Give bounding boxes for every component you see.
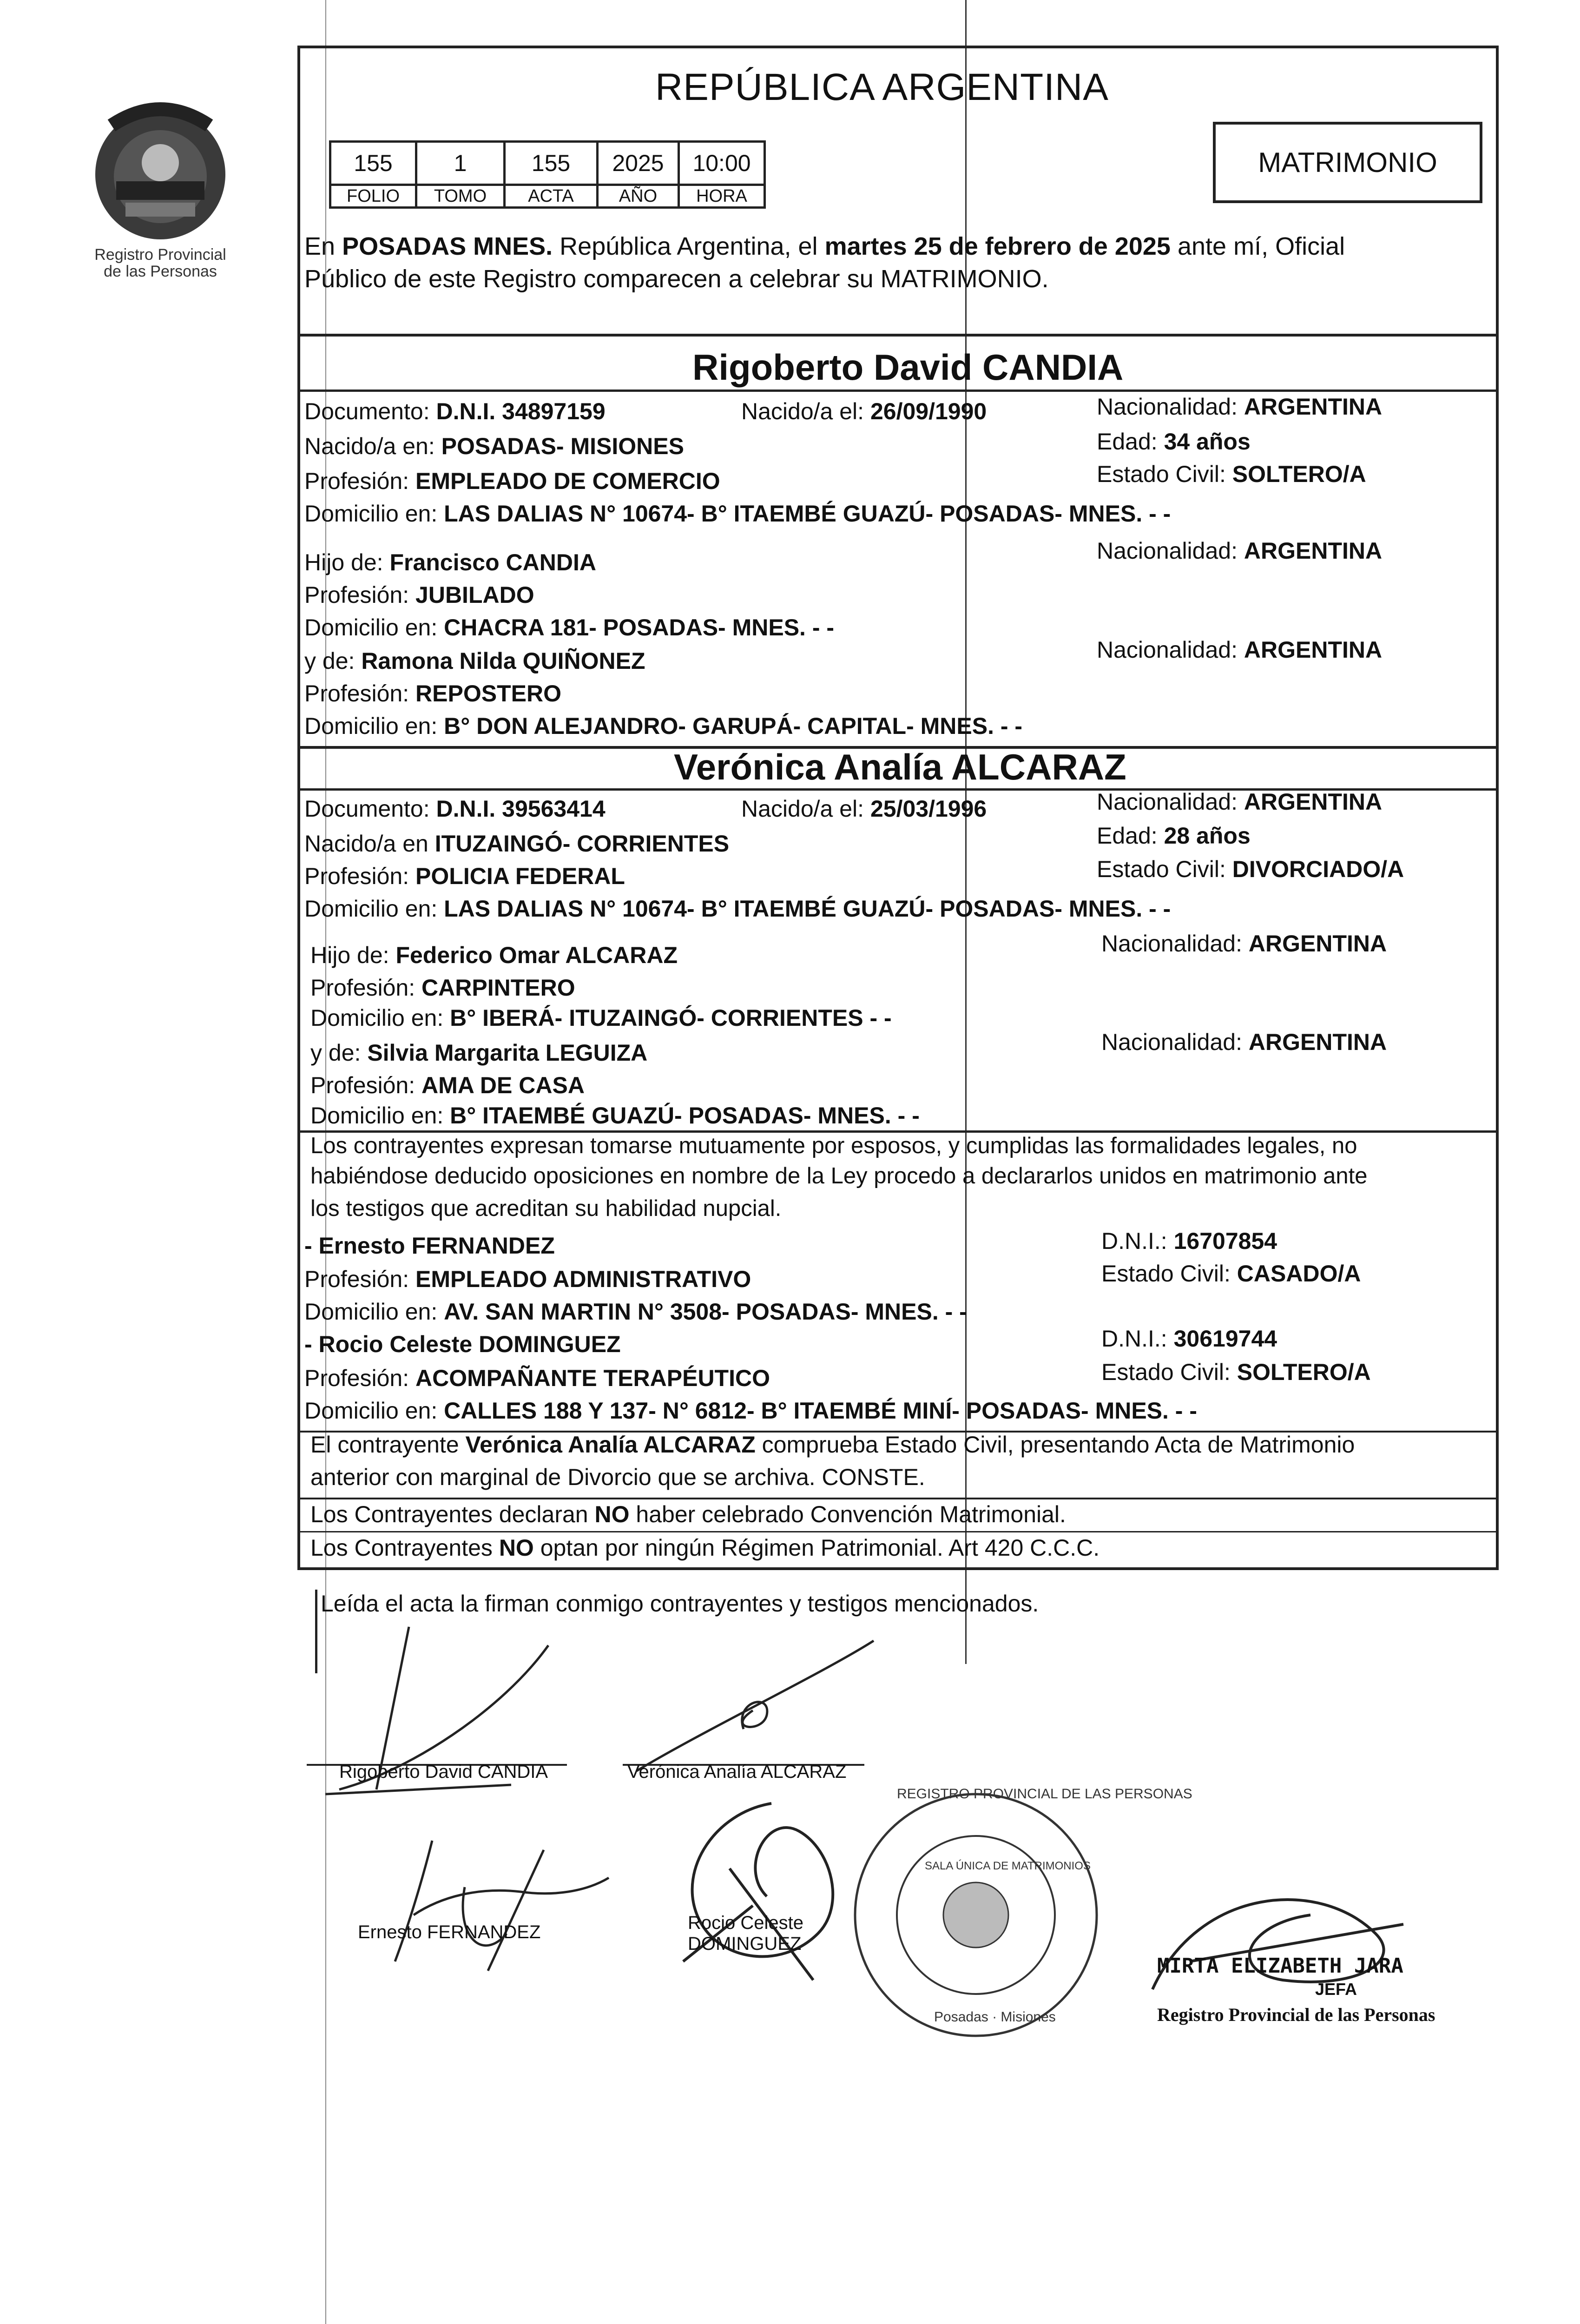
stamp-inner-text: SALA ÚNICA DE MATRIMONIOS <box>925 1860 1091 1872</box>
witness2-profession: Profesión: ACOMPAÑANTE TERAPÉUTICO <box>304 1365 770 1391</box>
groom-father-address: Domicilio en: CHACRA 181- POSADAS- MNES. - - <box>304 614 835 640</box>
groom-name: Rigoberto David CANDIA <box>692 347 1124 388</box>
witness2-signature <box>660 1794 855 1989</box>
bride-mother: y de: Silvia Margarita LEGUIZA <box>310 1040 648 1066</box>
bride-mother-nationality: Nacionalidad: ARGENTINA <box>1101 1029 1387 1055</box>
divider <box>297 1498 1499 1499</box>
groom-document: Documento: D.N.I. 34897159 <box>304 398 606 424</box>
groom-signature-label: Rigoberto David CANDIA <box>339 1762 548 1782</box>
bride-birthdate: Nacido/a el: 25/03/1996 <box>741 796 987 822</box>
bride-father-address: Domicilio en: B° IBERÁ- ITUZAINGÓ- CORRIENTES - - <box>310 1005 892 1031</box>
bride-age: Edad: 28 años <box>1097 823 1251 849</box>
official-title: JEFA <box>1315 1980 1357 1999</box>
stamp-bottom-text: Posadas · Misiones <box>934 2009 1056 2025</box>
divorce-note-line-1: El contrayente Verónica Analía ALCARAZ comprueba Estado Civil, presentando Acta de Matrimonio <box>310 1432 1355 1458</box>
official-name: MIRTA ELIZABETH JARA <box>1157 1954 1403 1978</box>
official-signature <box>1143 1868 1422 2008</box>
regime-note: Los Contrayentes NO optan por ningún Régimen Patrimonial. Art 420 C.C.C. <box>310 1535 1100 1561</box>
stamp-outer-text: REGISTRO PROVINCIAL DE LAS PERSONAS <box>897 1786 1192 1802</box>
bride-document: Documento: D.N.I. 39563414 <box>304 796 606 822</box>
witness1-signature <box>367 1822 609 1980</box>
bride-signature <box>613 1636 874 1776</box>
groom-age: Edad: 34 años <box>1097 429 1251 455</box>
witness2-civil-status: Estado Civil: SOLTERO/A <box>1101 1359 1371 1385</box>
year-value: 2025 <box>598 142 679 185</box>
groom-civil-status: Estado Civil: SOLTERO/A <box>1097 461 1366 487</box>
divider <box>297 334 1499 337</box>
groom-mother-profession: Profesión: REPOSTERO <box>304 680 561 706</box>
hour-label: HORA <box>679 185 765 208</box>
groom-father-nationality: Nacionalidad: ARGENTINA <box>1097 538 1382 564</box>
bride-profession: Profesión: POLICIA FEDERAL <box>304 863 625 889</box>
groom-birthplace: Nacido/a en: POSADAS- MISIONES <box>304 433 684 459</box>
bride-signature-label: Verónica Analía ALCARAZ <box>627 1762 847 1782</box>
coat-of-arms-icon <box>84 93 237 242</box>
divider <box>297 390 1499 392</box>
divorce-note-line-2: anterior con marginal de Divorcio que se archiva. CONSTE. <box>310 1464 925 1490</box>
bride-nationality: Nacionalidad: ARGENTINA <box>1097 789 1382 815</box>
witness1-address: Domicilio en: AV. SAN MARTIN N° 3508- POSADAS- MNES. - - <box>304 1299 967 1325</box>
divider <box>297 1531 1499 1532</box>
declaration-line-1: Los contrayentes expresan tomarse mutuamente por esposos, y cumplidas las formalidades legales, no <box>310 1133 1357 1158</box>
intro-line-1: En POSADAS MNES. República Argentina, el martes 25 de febrero de 2025 ante mí, Oficial <box>304 232 1345 260</box>
witness2-dni: D.N.I.: 30619744 <box>1101 1326 1277 1352</box>
bride-civil-status: Estado Civil: DIVORCIADO/A <box>1097 856 1404 882</box>
logo-caption: Registro Provincial de las Personas <box>94 246 226 280</box>
intro-line-2: Público de este Registro comparecen a celebrar su MATRIMONIO. <box>304 265 1049 293</box>
acta-label: ACTA <box>505 185 598 208</box>
groom-mother-address: Domicilio en: B° DON ALEJANDRO- GARUPÁ- CAPITAL- MNES. - - <box>304 713 1023 739</box>
groom-mother-nationality: Nacionalidad: ARGENTINA <box>1097 637 1382 663</box>
bride-mother-address: Domicilio en: B° ITAEMBÉ GUAZÚ- POSADAS- MNES. - - <box>310 1103 920 1129</box>
witness1-dni: D.N.I.: 16707854 <box>1101 1228 1277 1254</box>
groom-nationality: Nacionalidad: ARGENTINA <box>1097 394 1382 420</box>
witness1-profession: Profesión: EMPLEADO ADMINISTRATIVO <box>304 1266 751 1292</box>
official-office: Registro Provincial de las Personas <box>1157 2004 1435 2025</box>
bride-father-profession: Profesión: CARPINTERO <box>310 975 575 1001</box>
witness2-name: - Rocio Celeste DOMINGUEZ <box>304 1331 621 1357</box>
document-type-badge: MATRIMONIO <box>1213 122 1482 203</box>
provincial-logo <box>84 93 237 280</box>
groom-father: Hijo de: Francisco CANDIA <box>304 549 596 575</box>
closing-text: Leída el acta la firman conmigo contrayentes y testigos mencionados. <box>321 1591 1039 1617</box>
folio-label: FOLIO <box>330 185 416 208</box>
tomo-value: 1 <box>416 142 505 185</box>
witness2-signature-label-1: Rocio Celeste <box>688 1913 804 1933</box>
bride-birthplace: Nacido/a en ITUZAINGÓ- CORRIENTES <box>304 831 730 857</box>
page-title: REPÚBLICA ARGENTINA <box>655 66 1109 108</box>
bride-name: Verónica Analía ALCARAZ <box>674 746 1126 787</box>
groom-father-profession: Profesión: JUBILADO <box>304 582 534 608</box>
groom-profession: Profesión: EMPLEADO DE COMERCIO <box>304 468 720 494</box>
bride-mother-profession: Profesión: AMA DE CASA <box>310 1072 585 1098</box>
declaration-line-2: habiéndose deducido oposiciones en nombre de la Ley procedo a declararlos unidos en matrimonio ante <box>310 1163 1368 1188</box>
acta-value: 155 <box>505 142 598 185</box>
bride-father-nationality: Nacionalidad: ARGENTINA <box>1101 931 1387 957</box>
witness2-address: Domicilio en: CALLES 188 Y 137- N° 6812- B° ITAEMBÉ MINÍ- POSADAS- MNES. - - <box>304 1398 1197 1424</box>
folio-value: 155 <box>330 142 416 185</box>
declaration-line-3: los testigos que acreditan su habilidad nupcial. <box>310 1196 782 1221</box>
bride-address: Domicilio en: LAS DALIAS N° 10674- B° ITAEMBÉ GUAZÚ- POSADAS- MNES. - - <box>304 896 1171 922</box>
year-label: AÑO <box>598 185 679 208</box>
groom-mother: y de: Ramona Nilda QUIÑONEZ <box>304 648 645 674</box>
witness1-signature-label: Ernesto FERNANDEZ <box>358 1922 541 1942</box>
witness1-name: - Ernesto FERNANDEZ <box>304 1233 555 1259</box>
groom-address: Domicilio en: LAS DALIAS N° 10674- B° ITAEMBÉ GUAZÚ- POSADAS- MNES. - - <box>304 501 1171 527</box>
groom-birthdate: Nacido/a el: 26/09/1990 <box>741 398 987 424</box>
convention-note: Los Contrayentes declaran NO haber celebrado Convención Matrimonial. <box>310 1501 1066 1527</box>
bride-father: Hijo de: Federico Omar ALCARAZ <box>310 942 678 968</box>
registry-table <box>329 140 766 209</box>
hour-value: 10:00 <box>679 142 765 185</box>
witness1-civil-status: Estado Civil: CASADO/A <box>1101 1261 1361 1287</box>
tomo-label: TOMO <box>416 185 505 208</box>
witness2-signature-label-2: DOMINGUEZ <box>688 1934 802 1954</box>
